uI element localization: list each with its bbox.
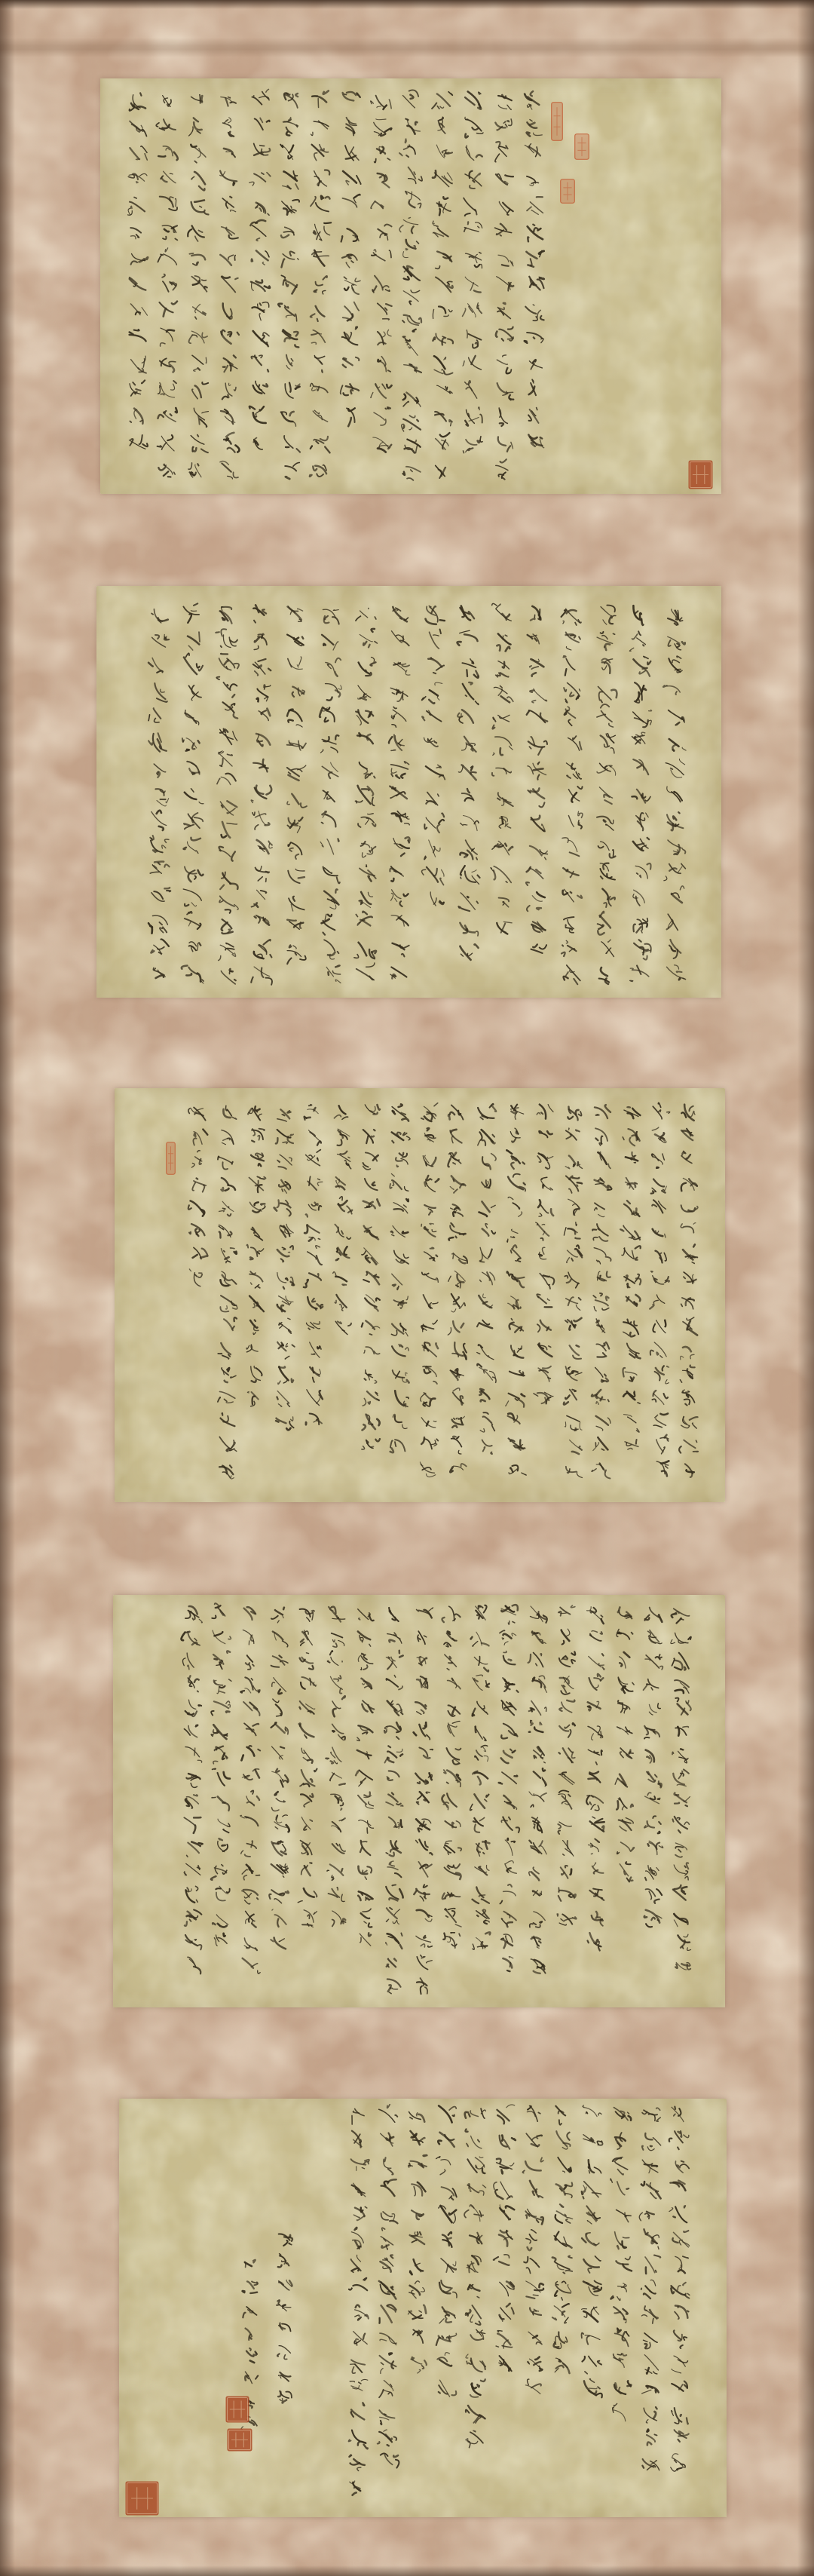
calligraphy-character <box>277 2344 292 2360</box>
seal-signature-seal-upper <box>225 2396 249 2423</box>
header-seal-gourd-glyphs <box>574 133 589 160</box>
calligraphy-character <box>242 2348 258 2363</box>
calligraphy-character <box>242 2302 258 2318</box>
seal-header-seal-square <box>560 179 575 204</box>
calligraphy-character <box>277 2321 292 2337</box>
seal-panel3-margin-seal <box>166 1142 176 1175</box>
calligraphy-character <box>277 2389 292 2405</box>
calligraphy-character <box>242 2325 258 2341</box>
text-column <box>275 2231 294 2472</box>
panel3-margin-seal-glyphs <box>166 1142 176 1175</box>
panel1-corner-collector-seal-glyphs <box>688 460 713 489</box>
signature-seal-lower-glyphs <box>227 2428 252 2452</box>
header-seal-tall-glyphs <box>551 102 563 141</box>
signature-seal-upper-glyphs <box>225 2396 249 2423</box>
header-seal-square-glyphs <box>560 179 575 204</box>
calligraphy-character <box>277 2276 292 2292</box>
seal-signature-seal-lower <box>227 2428 252 2452</box>
calligraphy-character <box>242 2257 258 2273</box>
calligraphy-character <box>277 2298 292 2314</box>
seal-panel5-corner-collector-seal <box>125 2481 159 2516</box>
calligraphy-character <box>242 2370 258 2386</box>
seal-panel1-corner-collector-seal <box>688 460 713 489</box>
calligraphy-character <box>242 2280 258 2295</box>
seal-header-seal-gourd <box>574 133 589 160</box>
text-column <box>240 2257 259 2498</box>
calligraphy-character <box>277 2231 292 2246</box>
calligraphy-character <box>277 2253 292 2269</box>
seal-header-seal-tall <box>551 102 563 141</box>
panel5-corner-collector-seal-glyphs <box>125 2481 159 2516</box>
calligraphy-character <box>277 2366 292 2382</box>
